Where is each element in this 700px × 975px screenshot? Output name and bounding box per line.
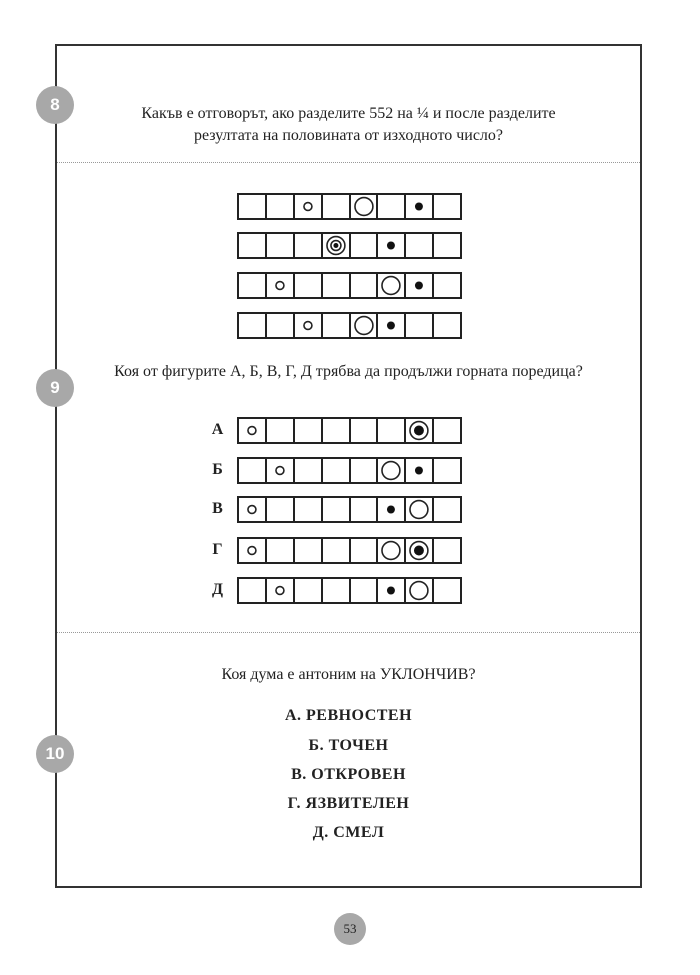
option-label: Б (212, 461, 223, 478)
filled-dot-icon (406, 459, 432, 482)
grid-cell (323, 234, 351, 257)
large-circle-icon (378, 459, 404, 482)
small-circle-icon (267, 579, 293, 602)
grid-cell (406, 274, 434, 297)
answer-a: А. РЕВНОСТЕН (284, 707, 413, 724)
grid-cell (295, 274, 323, 297)
grid-cell (351, 539, 379, 562)
grid-cell (323, 195, 351, 218)
grid-cell (239, 195, 267, 218)
grid-cell (239, 314, 267, 337)
grid-cell (323, 579, 351, 602)
grid-cell (239, 539, 267, 562)
grid-cell (323, 274, 351, 297)
grid-cell (378, 539, 406, 562)
grid-cell (295, 459, 323, 482)
grid-cell (434, 274, 460, 297)
grid-cell (351, 419, 379, 442)
option-row (237, 537, 462, 564)
question-number-badge: 9 (36, 369, 74, 407)
grid-cell (351, 314, 379, 337)
question-8-text-line-1: Какъв е отговорът, ако разделите 552 на ¼ и после разделите (141, 105, 556, 122)
page-number: 53 (334, 913, 366, 945)
option-row (237, 577, 462, 604)
grid-cell (406, 314, 434, 337)
grid-cell (323, 539, 351, 562)
large-circle-icon (406, 498, 432, 521)
grid-cell (295, 419, 323, 442)
grid-cell (406, 539, 434, 562)
concentric-circle-icon (323, 234, 349, 257)
grid-cell (267, 459, 295, 482)
grid-cell (351, 579, 379, 602)
grid-cell (323, 419, 351, 442)
grid-cell (406, 498, 434, 521)
grid-cell (434, 314, 460, 337)
grid-cell (351, 274, 379, 297)
grid-cell (267, 195, 295, 218)
grid-cell (295, 539, 323, 562)
grid-cell (351, 234, 379, 257)
grid-cell (295, 314, 323, 337)
grid-cell (267, 234, 295, 257)
large-circle-icon (378, 539, 404, 562)
answer-c: В. ОТКРОВЕН (291, 766, 406, 783)
question-10-text: Коя дума е антоним на УКЛОНЧИВ? (221, 666, 476, 683)
grid-cell (434, 579, 460, 602)
grid-cell (406, 195, 434, 218)
grid-cell (267, 579, 295, 602)
option-row (237, 457, 462, 484)
option-row (237, 417, 462, 444)
grid-cell (406, 459, 434, 482)
section-divider (57, 162, 640, 163)
large-circle-icon (378, 274, 404, 297)
filled-dot-icon (406, 195, 432, 218)
grid-cell (267, 539, 295, 562)
question-number-badge: 8 (36, 86, 74, 124)
small-circle-icon (267, 274, 293, 297)
large-circle-icon (351, 195, 377, 218)
option-label: Д (211, 581, 223, 598)
grid-cell (434, 234, 460, 257)
small-circle-icon (267, 459, 293, 482)
filled-dot-icon (378, 579, 404, 602)
filled-dot-icon (378, 314, 404, 337)
option-label: В (212, 500, 223, 517)
small-circle-icon (295, 195, 321, 218)
circle-with-dot-icon (406, 419, 432, 442)
grid-cell (378, 459, 406, 482)
grid-cell (406, 579, 434, 602)
grid-cell (378, 195, 406, 218)
filled-dot-icon (406, 274, 432, 297)
question-number-badge: 10 (36, 735, 74, 773)
grid-cell (239, 498, 267, 521)
question-8-text-line-2: резултата на половината от изходното число? (193, 127, 504, 144)
grid-cell (239, 274, 267, 297)
grid-cell (323, 314, 351, 337)
sequence-row (237, 272, 462, 299)
grid-cell (351, 459, 379, 482)
option-label: А (211, 421, 224, 438)
grid-cell (323, 498, 351, 521)
small-circle-icon (295, 314, 321, 337)
filled-dot-icon (378, 234, 404, 257)
grid-cell (378, 419, 406, 442)
filled-dot-icon (378, 498, 404, 521)
grid-cell (351, 498, 379, 521)
option-row (237, 496, 462, 523)
grid-cell (295, 234, 323, 257)
grid-cell (267, 314, 295, 337)
circle-with-dot-icon (406, 539, 432, 562)
grid-cell (267, 498, 295, 521)
answer-e: Д. СМЕЛ (312, 824, 385, 841)
grid-cell (378, 498, 406, 521)
grid-cell (406, 234, 434, 257)
grid-cell (267, 419, 295, 442)
sequence-row (237, 312, 462, 339)
grid-cell (323, 459, 351, 482)
grid-cell (434, 498, 460, 521)
large-circle-icon (351, 314, 377, 337)
grid-cell (378, 314, 406, 337)
answer-d: Г. ЯЗВИТЕЛЕН (287, 795, 410, 812)
grid-cell (434, 539, 460, 562)
section-divider (57, 632, 640, 633)
small-circle-icon (239, 539, 265, 562)
grid-cell (434, 419, 460, 442)
small-circle-icon (239, 419, 265, 442)
grid-cell (295, 498, 323, 521)
large-circle-icon (406, 579, 432, 602)
small-circle-icon (239, 498, 265, 521)
grid-cell (295, 195, 323, 218)
grid-cell (239, 419, 267, 442)
sequence-row (237, 193, 462, 220)
grid-cell (434, 459, 460, 482)
grid-cell (239, 459, 267, 482)
option-label: Г (212, 541, 223, 558)
grid-cell (378, 234, 406, 257)
answer-b: Б. ТОЧЕН (308, 737, 389, 754)
grid-cell (406, 419, 434, 442)
sequence-row (237, 232, 462, 259)
grid-cell (378, 579, 406, 602)
question-9-text: Коя от фигурите А, Б, В, Г, Д трябва да продължи горната поредица? (114, 363, 583, 380)
grid-cell (239, 234, 267, 257)
grid-cell (267, 274, 295, 297)
grid-cell (295, 579, 323, 602)
grid-cell (434, 195, 460, 218)
grid-cell (351, 195, 379, 218)
grid-cell (378, 274, 406, 297)
grid-cell (239, 579, 267, 602)
